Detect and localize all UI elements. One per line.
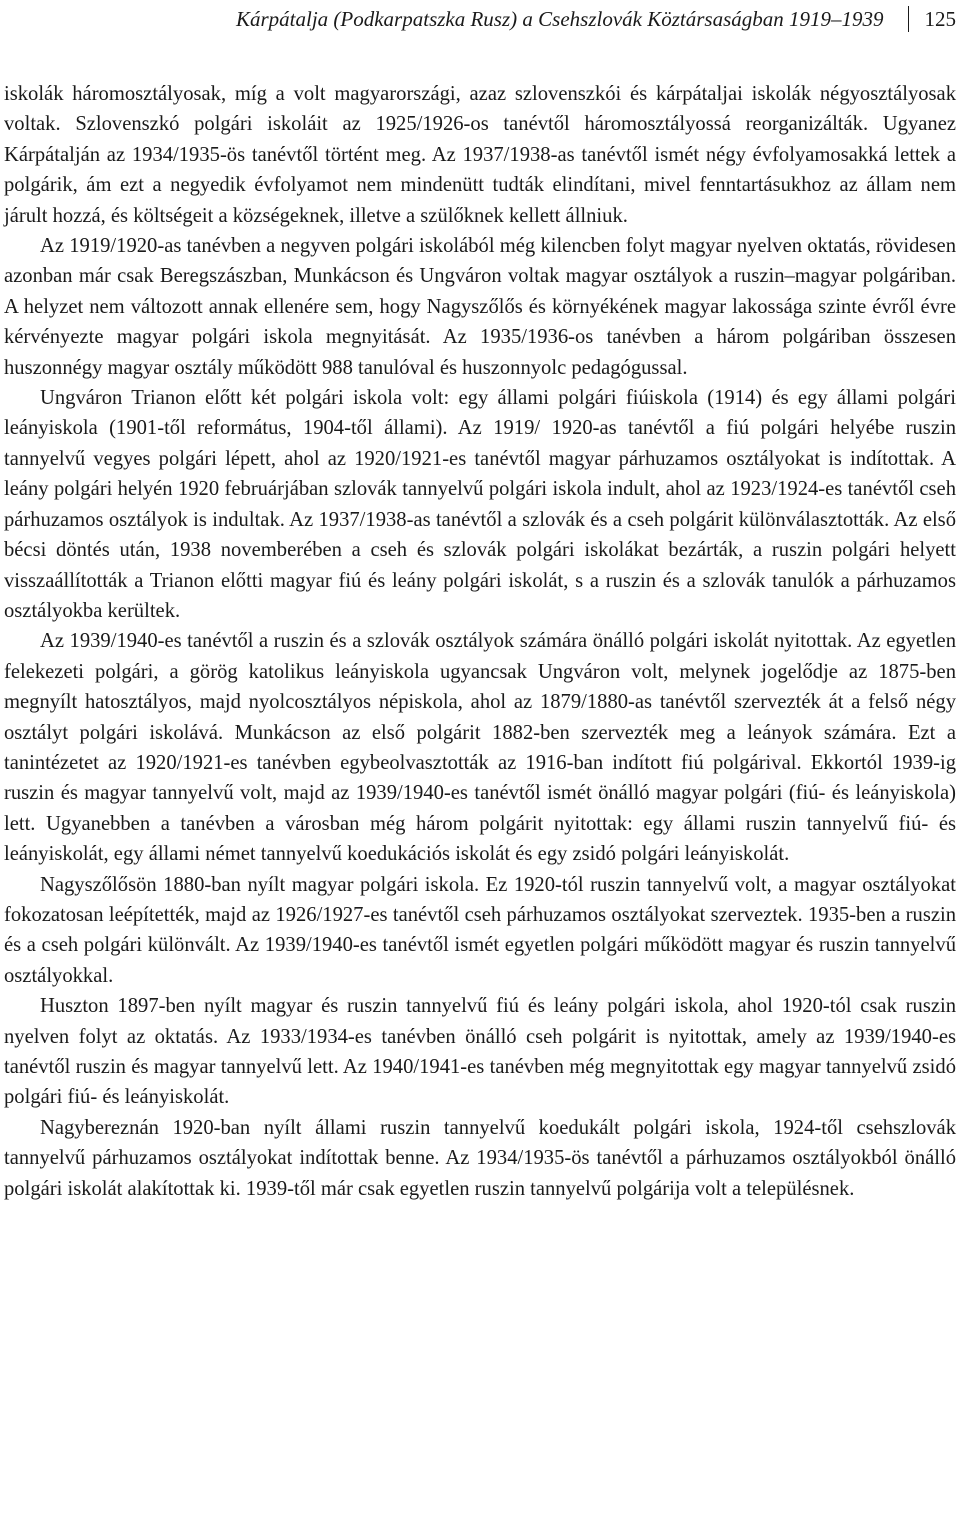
running-title: Kárpátalja (Podkarpatszka Rusz) a Csehszlovák Köztársaságban 1919–1939 <box>235 6 884 31</box>
body-text <box>4 79 956 1204</box>
paragraph: Ungváron Trianon előtt két polgári iskola volt: egy állami polgári fiúiskola (1914) és egy állami polgári leányiskola (1901-től református, 1904-től állami). Az 1919/ 1920-as tanévtől a fiú polgári helyébe ruszin tannyelvű vegyes polgári lépett, ahol az 1920/1921-es tanévtől magyar párhuzamos osztályokat is indítottak. A leány polgári helyén 1920 februárjában szlovák tannyelvű polgári iskola indult, ahol az 1923/1924-es tanévtől cseh párhuzamos osztályok is indultak. Az 1937/1938-as tanévtől a szlovák és a cseh polgárit különválasztották. Az első bécsi döntés után, 1938 novemberében a cseh és szlovák polgári iskolákat bezárták, a ruszin polgári helyett visszaállították a Trianon előtti magyar fiú és leány polgári iskolát, s a ruszin és a szlovák tanulók a párhuzamos osztályokba kerültek. <box>4 387 956 622</box>
paragraph: Az 1919/1920-as tanévben a negyven polgári iskolából még kilencben folyt magyar nyelven oktatás, rövidesen azonban már csak Beregszászban, Munkácson és Ungváron voltak magyar osztályok a ruszin–magyar polgáriban. A helyzet nem változott annak ellenére sem, hogy Nagyszőlős és környékének magyar lakossága szinte évről évre kérvényezte magyar polgári iskola megnyitását. Az 1935/1936-os tanévben a három polgáriban összesen huszonnégy magyar osztály működött 988 tanulóval és huszonnyolc pedagógussal. <box>4 235 956 379</box>
paragraph: iskolák háromosztályosak, míg a volt magyarországi, azaz szlovenszkói és kárpátaljai iskolák négyosztályosak voltak. Szlovenszkó polgári iskoláit az 1925/1926-os tanévtől háromosztályossá reorganizálták. Ugyanez Kárpátalján az 1934/1935-ös tanévtől történt meg. Az 1937/1938-as tanévtől ismét négy évfolyamosakká lettek a polgárik, ám ezt a negyedik évfolyamot nem mindenütt tudták elindítani, mivel fenntartásukhoz az állam nem járult hozzá, és költségeit a községeknek, illetve a szülőknek kellett állniuk. <box>4 83 956 227</box>
paragraph: Nagybereznán 1920-ban nyílt állami ruszin tannyelvű koedukált polgári iskola, 1924-től csehszlovák tannyelvű párhuzamos osztályokat indítottak benne. Az 1934/1935-ös tanévtől a párhuzamos osztályokból önálló polgári iskolát alakítottak ki. 1939-től már csak egyetlen ruszin tannyelvű polgárija volt a településnek. <box>4 1116 956 1200</box>
paragraph: Huszton 1897-ben nyílt magyar és ruszin tannyelvű fiú és leány polgári iskola, ahol 1920-tól csak ruszin nyelven folyt az oktatás. Az 1933/1934-es tanévben önálló cseh polgárit is nyitottak, amely az 1939/1940-es tanévtől ruszin és magyar tannyelvű lett. Az 1940/1941-es tanévben még megnyitottak egy magyar tannyelvű zsidó polgári fiú- és leányiskolát. <box>4 995 956 1109</box>
paragraph: Az 1939/1940-es tanévtől a ruszin és a szlovák osztályok számára önálló polgári iskolát nyitottak. Az egyetlen felekezeti polgári, a görög katolikus leányiskola ugyancsak Ungváron volt, melynek jogelődje az 1875-ben megnyílt hatosztályos, majd nyolcosztályos népiskola, ahol az 1879/1880-as tanévtől szervezték át a felső négy osztályt polgári iskolává. Munkácson az első polgárit 1882-ben szervezték meg a leányok számára. Ezt a tanintézetet az 1920/1921-es tanévben egybeolvasztották az 1916-ban indított fiú polgárival. Ekkortól 1939-ig ruszin és magyar tannyelvű volt, majd az 1939/1940-es tanévtől ismét önálló magyar polgári (fiú- és leányiskola) lett. Ugyanebben a tanévben a városban még három polgárit nyitottak: egy állami ruszin tannyelvű fiú- és leányiskolát, egy állami német tannyelvű koedukációs iskolát és egy zsidó polgári leányiskolát. <box>4 630 956 866</box>
page-number: 125 <box>924 6 956 31</box>
header-divider <box>908 6 909 32</box>
paragraph: Nagyszőlősön 1880-ban nyílt magyar polgári iskola. Ez 1920-tól ruszin tannyelvű volt, a magyar osztályokat fokozatosan leépítették, majd az 1926/1927-es tanévtől cseh párhuzamos osztályokat szerveztek. 1935-ben a ruszin és a cseh polgári különvált. Az 1939/1940-es tanévtől ismét egyetlen polgári működött magyar és ruszin tannyelvű osztályokkal. <box>4 873 956 987</box>
running-header <box>236 2 956 36</box>
